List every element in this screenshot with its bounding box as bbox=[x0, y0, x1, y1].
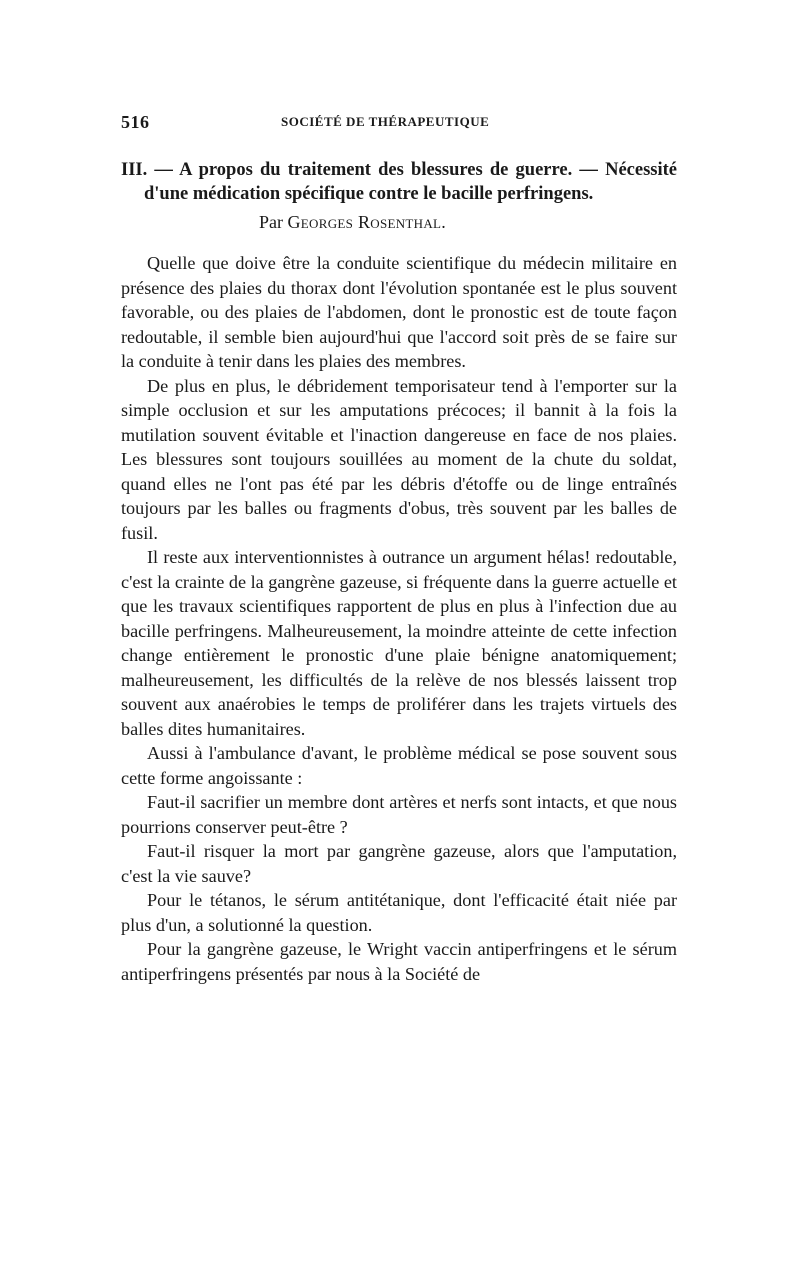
paragraph: Il reste aux interventionnistes à outrance un argument hélas! redoutable, c'est la crainte de la gangrène gazeuse, si fréquente dans la guerre actuelle et que les travaux scientifiques rapportent de plus en plus à l'infection due au bacille perfringens. Malheureusement, la moindre atteinte de cette infection change entièrement le pronostic d'une plaie bénigne anatomiquement; malheureusement, les difficultés de la relève de nos blessés laissent trop souvent aux anaérobies le temps de proliférer dans les trajets virtuels des balles dites humanitaires. bbox=[121, 547, 677, 739]
paragraph: Pour la gangrène gazeuse, le Wright vaccin antiperfringens et le sérum antiperfringens présentés par nous à la Société de bbox=[121, 939, 677, 984]
paragraph: Pour le tétanos, le sérum antitétanique, dont l'efficacité était niée par plus d'un, a solutionné la question. bbox=[121, 890, 677, 935]
running-head bbox=[121, 112, 677, 138]
running-title: SOCIÉTÉ DE THÉRAPEUTIQUE bbox=[281, 114, 490, 129]
article-title: III. — A propos du traitement des blessures de guerre. — Nécessité d'une médication spécifique contre le bacille perfringens. bbox=[121, 160, 677, 204]
author-prefix: Par bbox=[259, 212, 283, 232]
author-name: Georges Rosenthal. bbox=[287, 212, 447, 232]
paragraph: De plus en plus, le débridement temporisateur tend à l'emporter sur la simple occlusion et sur les amputations précoces; il bannit à la fois la mutilation souvent évitable et l'inaction dangereuse en face de nos plaies. Les blessures sont toujours souillées au moment de la chute du soldat, quand elles ne l'ont pas été par les débris d'étoffe ou de linge entraînés toujours par les balles ou fragments d'obus, très souvent par les balles de fusil. bbox=[121, 375, 677, 543]
author-line bbox=[121, 210, 677, 234]
paragraph: Quelle que doive être la conduite scientifique du médecin militaire en présence des plaies du thorax dont l'évolution spontanée est le plus souvent favorable, ou des plaies de l'abdomen, dont le pronostic est de toute façon redoutable, il semble bien aujourd'hui que l'accord soit près de se faire sur la conduite à tenir dans les plaies des membres. bbox=[121, 253, 677, 371]
paragraph: Aussi à l'ambulance d'avant, le problème médical se pose souvent sous cette forme angoissante : bbox=[121, 743, 677, 788]
article-body bbox=[121, 251, 677, 986]
paragraph: Faut-il risquer la mort par gangrène gazeuse, alors que l'amputation, c'est la vie sauve? bbox=[121, 841, 677, 886]
book-page bbox=[121, 112, 677, 986]
paragraph: Faut-il sacrifier un membre dont artères et nerfs sont intacts, et que nous pourrions conserver peut-être ? bbox=[121, 792, 677, 837]
page-number: 516 bbox=[121, 112, 150, 132]
